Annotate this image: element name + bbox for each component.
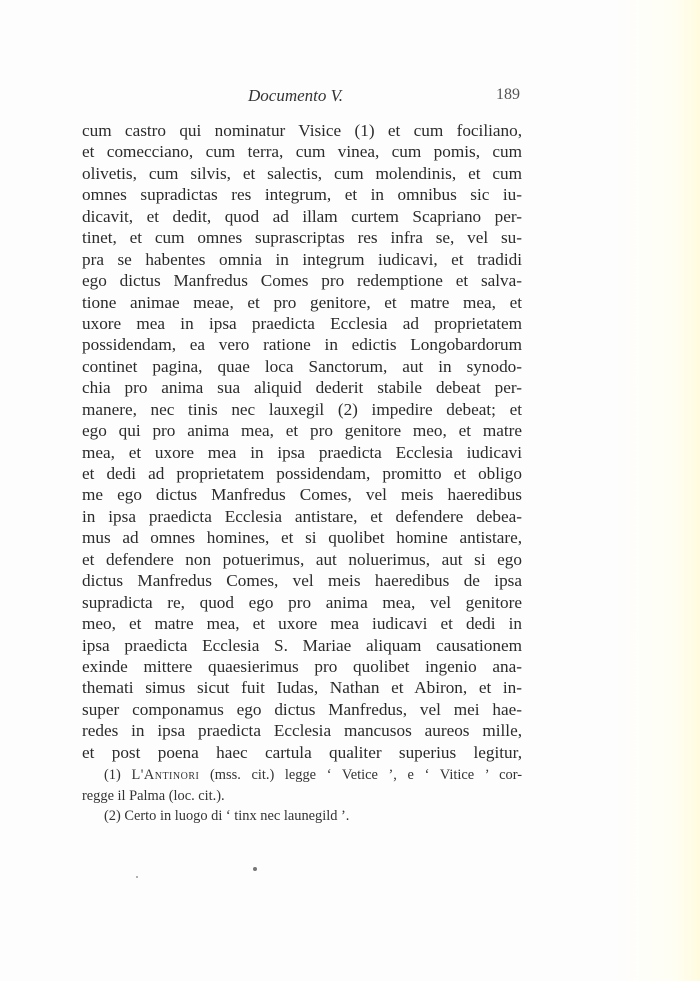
text-line: possidendam, ea vero ratione in edictis Longobardorum	[82, 335, 522, 355]
text-line: ipsa praedicta Ecclesia S. Mariae aliquam causationem	[82, 635, 522, 655]
page-header	[82, 86, 522, 108]
text-line: et dedi ad proprietatem possidendam, promitto et obligo	[82, 464, 522, 483]
text-line: themati simus sicut fuit Iudas, Nathan et Abiron, et in-	[82, 678, 522, 698]
running-title: Documento V.	[248, 86, 344, 105]
text-line: super componamus ego dictus Manfredus, vel mei hae-	[82, 699, 522, 719]
text-line: me ego dictus Manfredus Comes, vel meis haeredibus	[82, 485, 522, 505]
footnote-marker: (1)	[104, 767, 121, 783]
text-line: dicavit, et dedit, quod ad illam curtem Scapriano per-	[82, 206, 522, 226]
text-line: olivetis, cum silvis, et salectis, cum molendinis, et cum	[82, 163, 522, 183]
footnote-text: Certo in luogo di ‘ tinx nec launegild ’.	[124, 808, 350, 824]
ink-speck	[136, 876, 138, 878]
footnote-1-continuation: regge il Palma (loc. cit.).	[82, 787, 225, 804]
text-line: exinde mittere quaesierimus pro quolibet ingenio ana-	[82, 656, 522, 676]
text-line: omnes supradictas res integrum, et in omnibus sic iu-	[82, 185, 522, 205]
body-text	[82, 120, 522, 763]
footnote-2	[82, 806, 522, 827]
text-line: pra se habentes omnia in integrum iudicavi, et tradidi	[82, 249, 522, 269]
text-line: et post poena haec cartula qualiter superius legitur,	[82, 742, 522, 762]
text-line: dictus Manfredus Comes, vel meis haeredibus de ipsa	[82, 571, 522, 591]
text-line: supradicta re, quod ego pro anima mea, vel genitore	[82, 592, 522, 612]
text-line: mea, et uxore mea in ipsa praedicta Ecclesia iudicavi	[82, 442, 522, 462]
text-line: et defendere non potuerimus, aut noluerimus, aut si ego	[82, 549, 522, 569]
text-line: chia pro anima sua aliquid dederit stabile debeat per-	[82, 378, 522, 398]
text-line: mus ad omnes homines, et si quolibet homine antistare,	[82, 528, 522, 548]
footnote-1	[82, 765, 522, 786]
text-line: redes in ipsa praedicta Ecclesia mancusos aureos mille,	[82, 721, 522, 741]
text-line: manere, nec tinis nec lauxegil (2) impedire debeat; et	[82, 399, 522, 419]
text-line: meo, et matre mea, et uxore mea iudicavi et dedi in	[82, 614, 522, 634]
text-line: tione animae meae, et pro genitore, et matre mea, et	[82, 292, 522, 312]
footnote-author: L'Antinori	[131, 767, 200, 783]
text-line: continet pagina, quae loca Sanctorum, aut in synodo-	[82, 356, 522, 376]
text-line: in ipsa praedicta Ecclesia antistare, et defendere debea-	[82, 506, 522, 526]
text-line: ego dictus Manfredus Comes pro redemptione et salva-	[82, 271, 522, 291]
page-number: 189	[496, 86, 520, 103]
text-line: ego qui pro anima mea, et pro genitore meo, et matre	[82, 421, 522, 441]
text-line: cum castro qui nominatur Visice (1) et cum fociliano,	[82, 121, 522, 140]
text-line: et comecciano, cum terra, cum vinea, cum pomis, cum	[82, 142, 522, 162]
text-line: uxore mea in ipsa praedicta Ecclesia ad proprietatem	[82, 313, 522, 333]
ink-speck	[253, 867, 257, 871]
footnotes	[82, 765, 522, 827]
footnote-marker: (2)	[104, 808, 121, 824]
footnote-text: (mss. cit.) legge ‘ Vetice ’, e ‘ Vitice ’ cor-	[210, 767, 523, 783]
text-line: tinet, et cum omnes suprascriptas res infra se, vel su-	[82, 228, 522, 248]
